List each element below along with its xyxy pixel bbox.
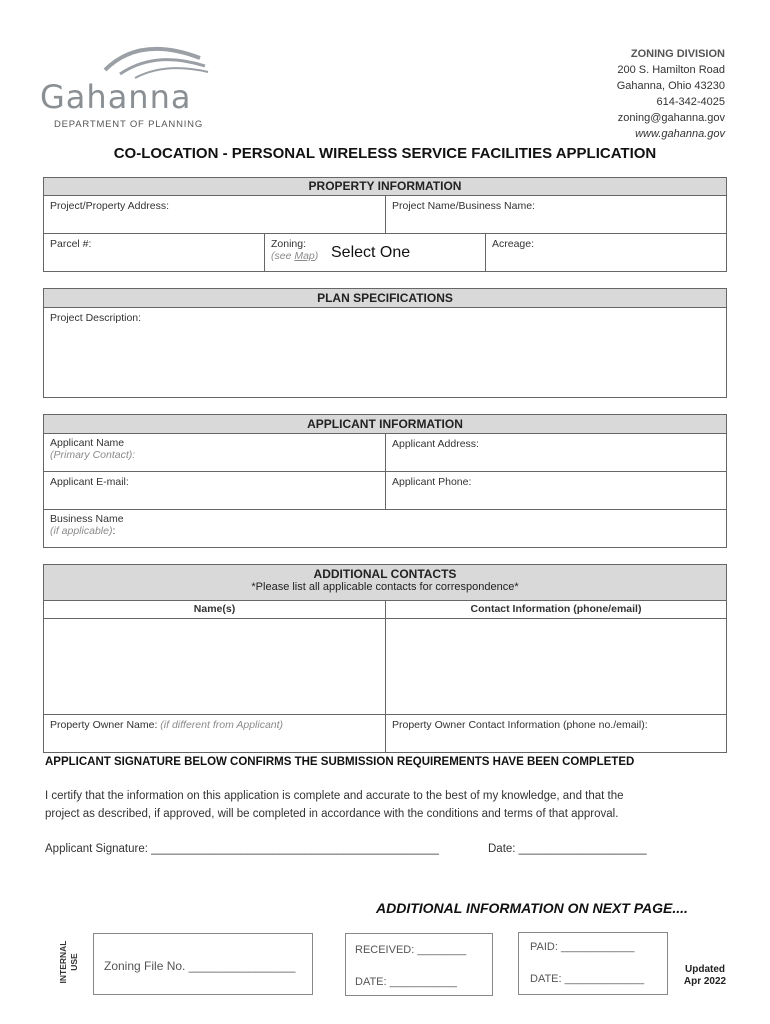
division-name: ZONING DIVISION bbox=[630, 48, 725, 60]
zoning-file-label: Zoning File No. ________________ bbox=[104, 959, 296, 973]
zoning-select-dropdown[interactable]: Select One bbox=[331, 244, 411, 261]
plan-specifications-heading: PLAN SPECIFICATIONS bbox=[44, 289, 726, 308]
logo-wordmark: Gahanna bbox=[40, 78, 192, 116]
email-address[interactable]: zoning@gahanna.gov bbox=[617, 112, 725, 124]
additional-contacts-heading: ADDITIONAL CONTACTS *Please list all applicable contacts for correspondence* bbox=[44, 565, 726, 601]
received-date-label: DATE: ___________ bbox=[355, 976, 457, 988]
applicant-address-label: Applicant Address: bbox=[392, 438, 479, 450]
parcel-field[interactable] bbox=[44, 234, 265, 271]
property-owner-name-label: Property Owner Name: bbox=[50, 719, 161, 731]
department-name: DEPARTMENT OF PLANNING bbox=[54, 119, 204, 130]
project-description-label: Project Description: bbox=[50, 312, 142, 324]
signature-heading: APPLICANT SIGNATURE BELOW CONFIRMS THE SUBMISSION REQUIREMENTS HAVE BEEN COMPLETED bbox=[45, 756, 635, 768]
next-page-notice: ADDITIONAL INFORMATION ON NEXT PAGE.... bbox=[376, 900, 688, 916]
business-name-label: Business Name bbox=[50, 513, 124, 525]
additional-contacts-subheading: *Please list all applicable contacts for correspondence* bbox=[251, 581, 519, 593]
contact-info-entry-field[interactable] bbox=[386, 619, 726, 715]
logo bbox=[40, 40, 230, 130]
updated-stamp: Updated Apr 2022 bbox=[683, 964, 727, 987]
applicant-name-field[interactable] bbox=[44, 434, 386, 472]
contact-info-column-header: Contact Information (phone/email) bbox=[386, 601, 726, 619]
zoning-file-box[interactable] bbox=[93, 933, 313, 995]
property-owner-contact-label: Property Owner Contact Information (phone no./email): bbox=[392, 719, 648, 731]
property-information-heading: PROPERTY INFORMATION bbox=[44, 178, 726, 196]
internal-use-label: INTERNAL USE bbox=[58, 940, 79, 984]
zoning-field[interactable] bbox=[265, 234, 486, 271]
signature-date-field[interactable]: Date: ____________________ bbox=[488, 843, 647, 855]
zoning-map-link[interactable]: Map bbox=[294, 250, 315, 262]
city-address: Gahanna, Ohio 43230 bbox=[616, 80, 725, 92]
applicant-name-label: Applicant Name bbox=[50, 437, 125, 449]
contact-block bbox=[505, 46, 725, 142]
applicant-address-field[interactable] bbox=[386, 434, 726, 472]
names-column-header: Name(s) bbox=[44, 601, 386, 619]
property-address-label: Project/Property Address: bbox=[50, 200, 170, 212]
received-box[interactable] bbox=[345, 933, 493, 996]
applicant-signature-field[interactable]: Applicant Signature: _____________________________________________ bbox=[45, 843, 439, 855]
zoning-label: Zoning: bbox=[271, 238, 307, 250]
applicant-information-table bbox=[43, 414, 727, 548]
property-owner-hint: (if different from Applicant) bbox=[160, 719, 284, 731]
business-name-hint: (if applicable) bbox=[50, 525, 113, 537]
applicant-name-hint: (Primary Contact): bbox=[50, 449, 136, 461]
zoning-map-hint: (see Map) bbox=[271, 250, 319, 262]
project-description-field[interactable] bbox=[44, 308, 726, 397]
acreage-field[interactable] bbox=[486, 234, 726, 271]
property-owner-contact-field[interactable] bbox=[386, 715, 726, 752]
applicant-phone-field[interactable] bbox=[386, 472, 726, 510]
acreage-label: Acreage: bbox=[492, 238, 535, 250]
additional-contacts-table bbox=[43, 564, 727, 753]
received-label: RECEIVED: ________ bbox=[355, 944, 467, 956]
property-information-table bbox=[43, 177, 727, 272]
applicant-email-field[interactable] bbox=[44, 472, 386, 510]
website-link[interactable]: www.gahanna.gov bbox=[635, 128, 725, 140]
paid-date-label: DATE: _____________ bbox=[530, 973, 645, 985]
street-address: 200 S. Hamilton Road bbox=[617, 64, 725, 76]
property-address-field[interactable] bbox=[44, 196, 386, 234]
page-title: CO-LOCATION - PERSONAL WIRELESS SERVICE FACILITIES APPLICATION bbox=[113, 145, 657, 162]
applicant-information-heading: APPLICANT INFORMATION bbox=[44, 415, 726, 434]
applicant-email-label: Applicant E-mail: bbox=[50, 476, 129, 488]
project-name-label: Project Name/Business Name: bbox=[392, 200, 535, 212]
phone-number: 614-342-4025 bbox=[656, 96, 725, 108]
parcel-label: Parcel #: bbox=[50, 238, 92, 250]
paid-box[interactable] bbox=[518, 932, 668, 995]
property-owner-name-field[interactable] bbox=[44, 715, 386, 752]
certification-text: I certify that the information on this application is complete and accurate to the best of my knowledge, and that the project as described, if approved, will be completed in accordance with the conditions and terms of that approval. bbox=[45, 790, 624, 820]
business-name-field[interactable]: Business Name (if applicable): bbox=[44, 510, 726, 547]
paid-label: PAID: ____________ bbox=[530, 941, 635, 953]
logo-wave-icon bbox=[100, 40, 210, 80]
project-name-field[interactable] bbox=[386, 196, 726, 234]
names-entry-field[interactable] bbox=[44, 619, 386, 715]
plan-specifications-table bbox=[43, 288, 727, 398]
applicant-phone-label: Applicant Phone: bbox=[392, 476, 472, 488]
